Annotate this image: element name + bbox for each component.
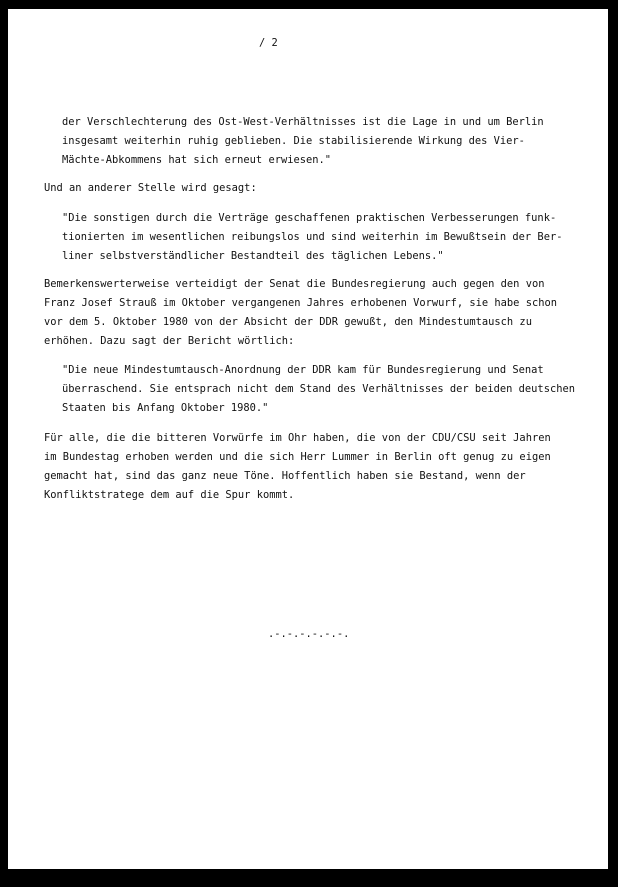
- paragraph-line: im Bundestag erhoben werden und die sich Herr Lummer in Berlin oft genug zu eigen: [44, 451, 551, 463]
- quote-line: überraschend. Sie entsprach nicht dem Stand des Verhältnisses der beiden deutschen: [62, 383, 575, 395]
- paragraph-line: Für alle, die die bitteren Vorwürfe im Ohr haben, die von der CDU/CSU seit Jahren: [44, 432, 551, 444]
- document-page: [8, 9, 608, 869]
- quote-line: liner selbstverständlicher Bestandteil des täglichen Lebens.": [62, 250, 444, 262]
- paragraph-line: insgesamt weiterhin ruhig geblieben. Die stabilisierende Wirkung des Vier-: [62, 135, 525, 147]
- paragraph-line: Konfliktstratege dem auf die Spur kommt.: [44, 489, 295, 501]
- paragraph-line: vor dem 5. Oktober 1980 von der Absicht der DDR gewußt, den Mindestumtausch zu: [44, 316, 532, 328]
- paragraph-line: gemacht hat, sind das ganz neue Töne. Hoffentlich haben sie Bestand, wenn der: [44, 470, 526, 482]
- paragraph-line: der Verschlechterung des Ost-West-Verhältnisses ist die Lage in und um Berlin: [62, 116, 544, 128]
- paragraph-line: erhöhen. Dazu sagt der Bericht wörtlich:: [44, 335, 295, 347]
- quote-line: "Die sonstigen durch die Verträge geschaffenen praktischen Verbesserungen funk-: [62, 212, 557, 224]
- quote-line: "Die neue Mindestumtausch-Anordnung der DDR kam für Bundesregierung und Senat: [62, 364, 544, 376]
- paragraph-line: Mächte-Abkommens hat sich erneut erwiesen.": [62, 154, 331, 166]
- quote-line: Staaten bis Anfang Oktober 1980.": [62, 402, 269, 414]
- paragraph-line: Franz Josef Strauß im Oktober vergangenen Jahres erhobenen Vorwurf, sie habe schon: [44, 297, 557, 309]
- end-mark: .-.-.-.-.-.-.: [268, 628, 350, 640]
- page-number: / 2: [259, 37, 278, 49]
- quote-line: tionierten im wesentlichen reibungslos und sind weiterhin im Bewußtsein der Ber-: [62, 231, 563, 243]
- paragraph-line: Und an anderer Stelle wird gesagt:: [44, 182, 257, 194]
- paragraph-line: Bemerkenswerterweise verteidigt der Senat die Bundesregierung auch gegen den von: [44, 278, 545, 290]
